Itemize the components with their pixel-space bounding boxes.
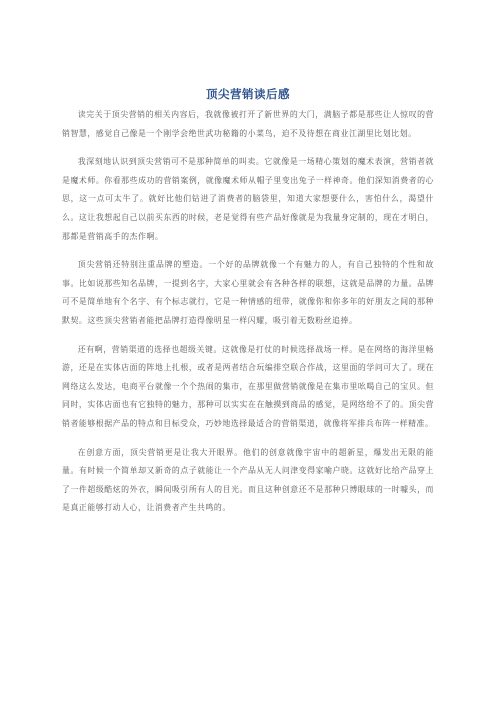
paragraph-4: 还有啊，营销渠道的选择也超级关键。这就像是打仗的时候选择战场一样。是在网络的海洋里畅游，还是在实体店面的阵地上扎根，或者是两者结合玩编排空联合作战，这里面的学问可大了。现在网络这么发达，电商平台就像一个个热闹的集市，在那里做营销就像是在集市里吆喝自己的宝贝。但同时，实体店面也有它独特的魅力，那种可以实实在在触摸到商品的感觉，是网络给不了的。顶尖营销者能够根据产品的特点和目标受众，巧妙地选择最适合的营销渠道，就像将军排兵布阵一样精准。 (62, 344, 434, 428)
paragraph-5: 在创意方面，顶尖营销更是让我大开眼界。他们的创意就像宇宙中的超新星，爆发出无限的能量。有时候一个简单却又新奇的点子就能让一个产品从无人问津变得家喻户晓。这就好比给产品穿上了一件超级酷炫的外衣，瞬间吸引所有人的目光。而且这种创意还不是那种只博眼球的一时噱头，而是真正能够打动人心，让消费者产生共鸣的。 (62, 447, 434, 513)
document-body (62, 106, 434, 528)
paragraph-3: 顶尖营销还特别注重品牌的塑造。一个好的品牌就像一个有魅力的人，有自己独特的个性和故事。比如说那些知名品牌，一提到名字，大家心里就会有各种各样的联想，这就是品牌的力量。品牌可不是简单地有个名字、有个标志就行，它是一种情感的纽带，就像你和你多年的好朋友之间的那种默契。这些顶尖营销者能把品牌打造得像明星一样闪耀，吸引着无数粉丝追捧。 (62, 260, 434, 325)
paragraph-1: 读完关于顶尖营销的相关内容后，我就像被打开了新世界的大门，满脑子都是那些让人惊叹的营销智慧，感觉自己像是一个刚学会绝世武功秘籍的小菜鸟，迫不及待想在商业江湖里比划比划。 (62, 110, 434, 138)
document-title: 顶尖营销读后感 (206, 87, 290, 101)
paragraph-2: 我深刻地认识到顶尖营销可不是那种简单的叫卖。它就像是一场精心策划的魔术表演，营销者就是魔术师。你看那些成功的营销案例，就像魔术师从帽子里变出兔子一样神奇。他们深知消费者的心思，这一点可太牛了。就好比他们钻进了消费者的脑袋里，知道大家想要什么，害怕什么，渴望什么。这让我想起自己以前买东西的时候，老是觉得有些产品好像就是为我量身定制的，现在才明白，那都是营销高手的杰作啊。 (62, 157, 434, 241)
